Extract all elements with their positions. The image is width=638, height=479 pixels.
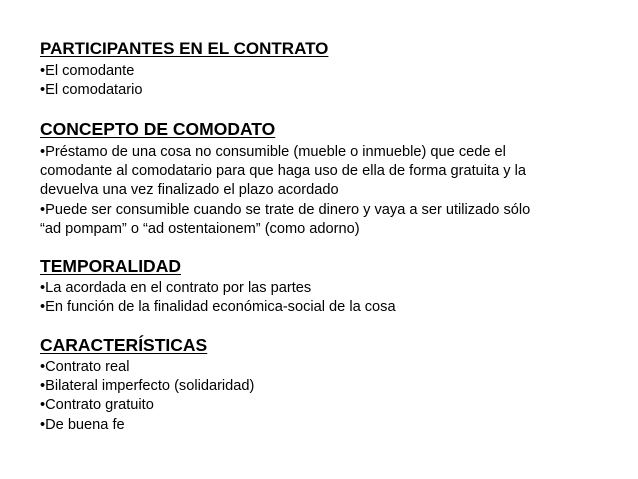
list-item: •La acordada en el contrato por las partes bbox=[40, 280, 312, 296]
section-heading-caracteristicas: CARACTERÍSTICAS bbox=[40, 335, 208, 355]
section-temporalidad bbox=[40, 256, 600, 317]
section-caracteristicas bbox=[40, 335, 600, 435]
list-item: •Préstamo de una cosa no consumible (mueble o inmueble) que cede el bbox=[40, 144, 506, 160]
temporalidad-list bbox=[40, 279, 600, 317]
section-concepto bbox=[40, 119, 600, 239]
list-item: •En función de la finalidad económica-social de la cosa bbox=[40, 299, 396, 316]
list-item: •El comodatario bbox=[40, 82, 143, 99]
section-heading-concepto: CONCEPTO DE COMODATO bbox=[40, 119, 276, 139]
section-heading-temporalidad: TEMPORALIDAD bbox=[40, 256, 181, 276]
caracteristicas-list bbox=[40, 358, 600, 435]
list-item: •Contrato real bbox=[40, 359, 130, 375]
list-item-continuation: comodante al comodatario para que haga uso de ella de forma gratuita y la bbox=[40, 163, 526, 180]
list-item-continuation: “ad pompam” o “ad ostentaionem” (como adorno) bbox=[40, 220, 360, 237]
section-heading-participantes: PARTICIPANTES EN EL CONTRATO bbox=[40, 39, 329, 58]
list-item: •Bilateral imperfecto (solidaridad) bbox=[40, 378, 255, 395]
section-participantes bbox=[40, 39, 600, 100]
participantes-list bbox=[40, 62, 600, 100]
list-item: •De buena fe bbox=[40, 416, 125, 433]
concepto-list bbox=[40, 143, 600, 239]
list-item-continuation: devuelva una vez finalizado el plazo acordado bbox=[40, 182, 339, 199]
list-item: •Contrato gratuito bbox=[40, 397, 154, 414]
list-item: •Puede ser consumible cuando se trate de dinero y vaya a ser utilizado sólo bbox=[40, 201, 531, 218]
list-item: •El comodante bbox=[40, 63, 135, 79]
